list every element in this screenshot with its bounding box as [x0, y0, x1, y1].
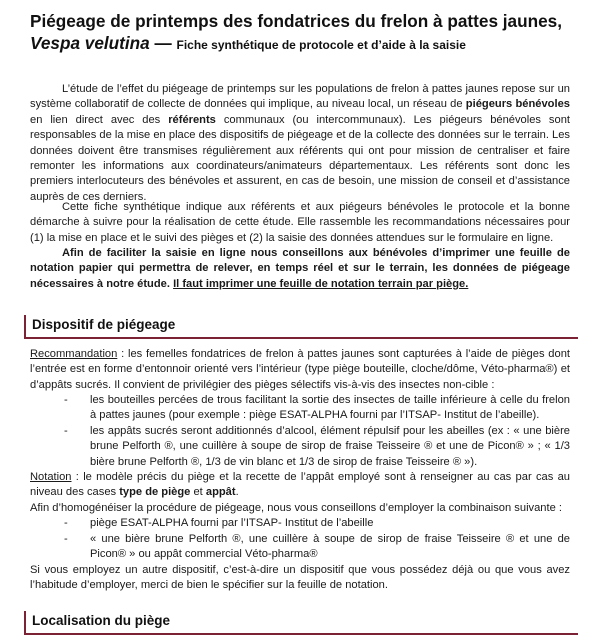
- list-item-text: « une bière brune Pelforth ®, une cuillère à soupe de sirop de fraise Teisseire ® et une de Picon® » ou appât commercial Véto-pharma®: [90, 533, 570, 561]
- notation-label: Notation: [30, 471, 72, 483]
- notation-text: .: [235, 486, 239, 499]
- closing-paragraph: Si vous employez un autre dispositif, c’est-à-dire un dispositif que vous possédez déjà ou que vous avez l’habitude d’employer, merci de bien le spécifier sur la feuille de notation.: [30, 564, 570, 592]
- list-item-text: les bouteilles percées de trous facilitant la sortie des insectes de taille inférieure à celle du frelon à pattes jaunes (pour exemple : piège ESAT-ALPHA fourni par l’ITSAP- Institut de l’abeille).: [90, 394, 570, 422]
- intro-paragraph-2: Cette fiche synthétique indique aux référents et aux piégeurs bénévoles le protocole et la bonne démarche à suivre pour la réalisation de cette étude. Elle rassemble les recommandations nécessaires pour (1) la mise en place et le suivi des pièges et (2) la saisie des données attendues sur le formulaire en ligne.: [30, 201, 570, 244]
- list-item: [30, 424, 570, 470]
- notation-bold-bait: appât: [205, 486, 236, 499]
- document-title: [30, 10, 575, 56]
- recommendation-paragraph: [30, 347, 570, 393]
- section-title: Dispositif de piégeage: [32, 317, 176, 332]
- section-heading-dispositif: [24, 315, 578, 339]
- title-subtitle: Fiche synthétique de protocole et d’aide à la saisie: [176, 38, 466, 52]
- bullet-dash-icon: -: [64, 394, 68, 406]
- section-title: Localisation du piège: [32, 613, 171, 628]
- bullet-dash-icon: -: [64, 517, 68, 529]
- recommendation-label: Recommandation: [30, 348, 118, 360]
- title-species: Vespa velutina: [30, 33, 150, 53]
- print-advice: Afin de faciliter la saisie en ligne nous conseillons aux bénévoles d’imprimer une feuille de notation papier qui permettra de relever, en temps réel et sur le terrain, les données de piégeage nécessaires à notre étude.: [30, 247, 570, 290]
- list-item-text: piège ESAT-ALPHA fourni par l’ITSAP- Institut de l’abeille: [90, 517, 374, 529]
- list-item-text: les appâts sucrés seront additionnés d’alcool, élément répulsif pour les abeilles (ex : « une bière brune Pelforth ®, une cuillère à soupe de sirop de fraise Teisseire ® et une de Picon® » ; « 1/3 bière brune Pelforth ®, 1/3 de vin blanc et 1/3 de sirop de fraise Teisseire ® »).: [90, 425, 570, 468]
- intro-text: L’étude de l’effet du piégeage de printemps sur les populations de frelon à pattes jaunes repose sur un système collaboratif de collecte de données qui implique, au niveau local, un réseau de: [30, 83, 570, 111]
- list-item: [30, 532, 570, 563]
- intro-paragraph-1: [30, 82, 570, 205]
- notation-text: et: [190, 486, 206, 499]
- intro-text: en lien direct avec des: [30, 113, 169, 126]
- bullet-dash-icon: -: [64, 533, 68, 545]
- section-heading-localisation: [24, 611, 578, 635]
- notation-paragraph: [30, 470, 570, 501]
- list-item: [30, 393, 570, 424]
- notation-bold-trap-type: type de piège: [119, 486, 191, 499]
- intro-bold-volunteers: piégeurs bénévoles: [465, 98, 570, 111]
- intro-bold-referents: référents: [168, 113, 216, 126]
- harmonize-paragraph: Afin d’homogénéiser la procédure de piégeage, nous vous conseillons d’employer la combinaison suivante :: [30, 502, 562, 514]
- list-item: [30, 516, 570, 531]
- bullet-dash-icon: -: [64, 425, 68, 437]
- intro-text: communaux (ou intercommunaux). Les piégeurs bénévoles sont responsables de la mise en place des dispositifs de piégeage et de la collecte des données sur le terrain. Les données doivent être transmises régulièrement aux référents qui ont pour mission de centraliser et faire remonter les informations aux coordinateurs/animateurs départementaux. Les référents sont donc les premiers interlocuteurs des bénévoles et assurent, en cas de besoin, une mission de conseil et d’assistance auprès de ces derniers.: [30, 113, 570, 203]
- notation-text: : le modèle précis du piège et la recette de l’appât employé sont à renseigner au cas par cas au niveau des cases: [30, 471, 570, 499]
- title-main: Piégeage de printemps des fondatrices du frelon à pattes jaunes,: [30, 11, 562, 31]
- title-dash: —: [149, 33, 177, 53]
- recommendation-text: : les femelles fondatrices de frelon à pattes jaunes sont capturées à l’aide de pièges dont l’entrée est en forme d’entonnoir orienté vers l’intérieur (type piège bouteille, cloche/dôme, Véto-pharma®) et d’appâts sucrés. Il convient de privilégier des pièges sélectifs vis-à-vis des insectes non-cible :: [30, 348, 570, 391]
- intro-paragraph-3: [30, 246, 570, 292]
- print-requirement: Il faut imprimer une feuille de notation terrain par piège.: [173, 277, 469, 290]
